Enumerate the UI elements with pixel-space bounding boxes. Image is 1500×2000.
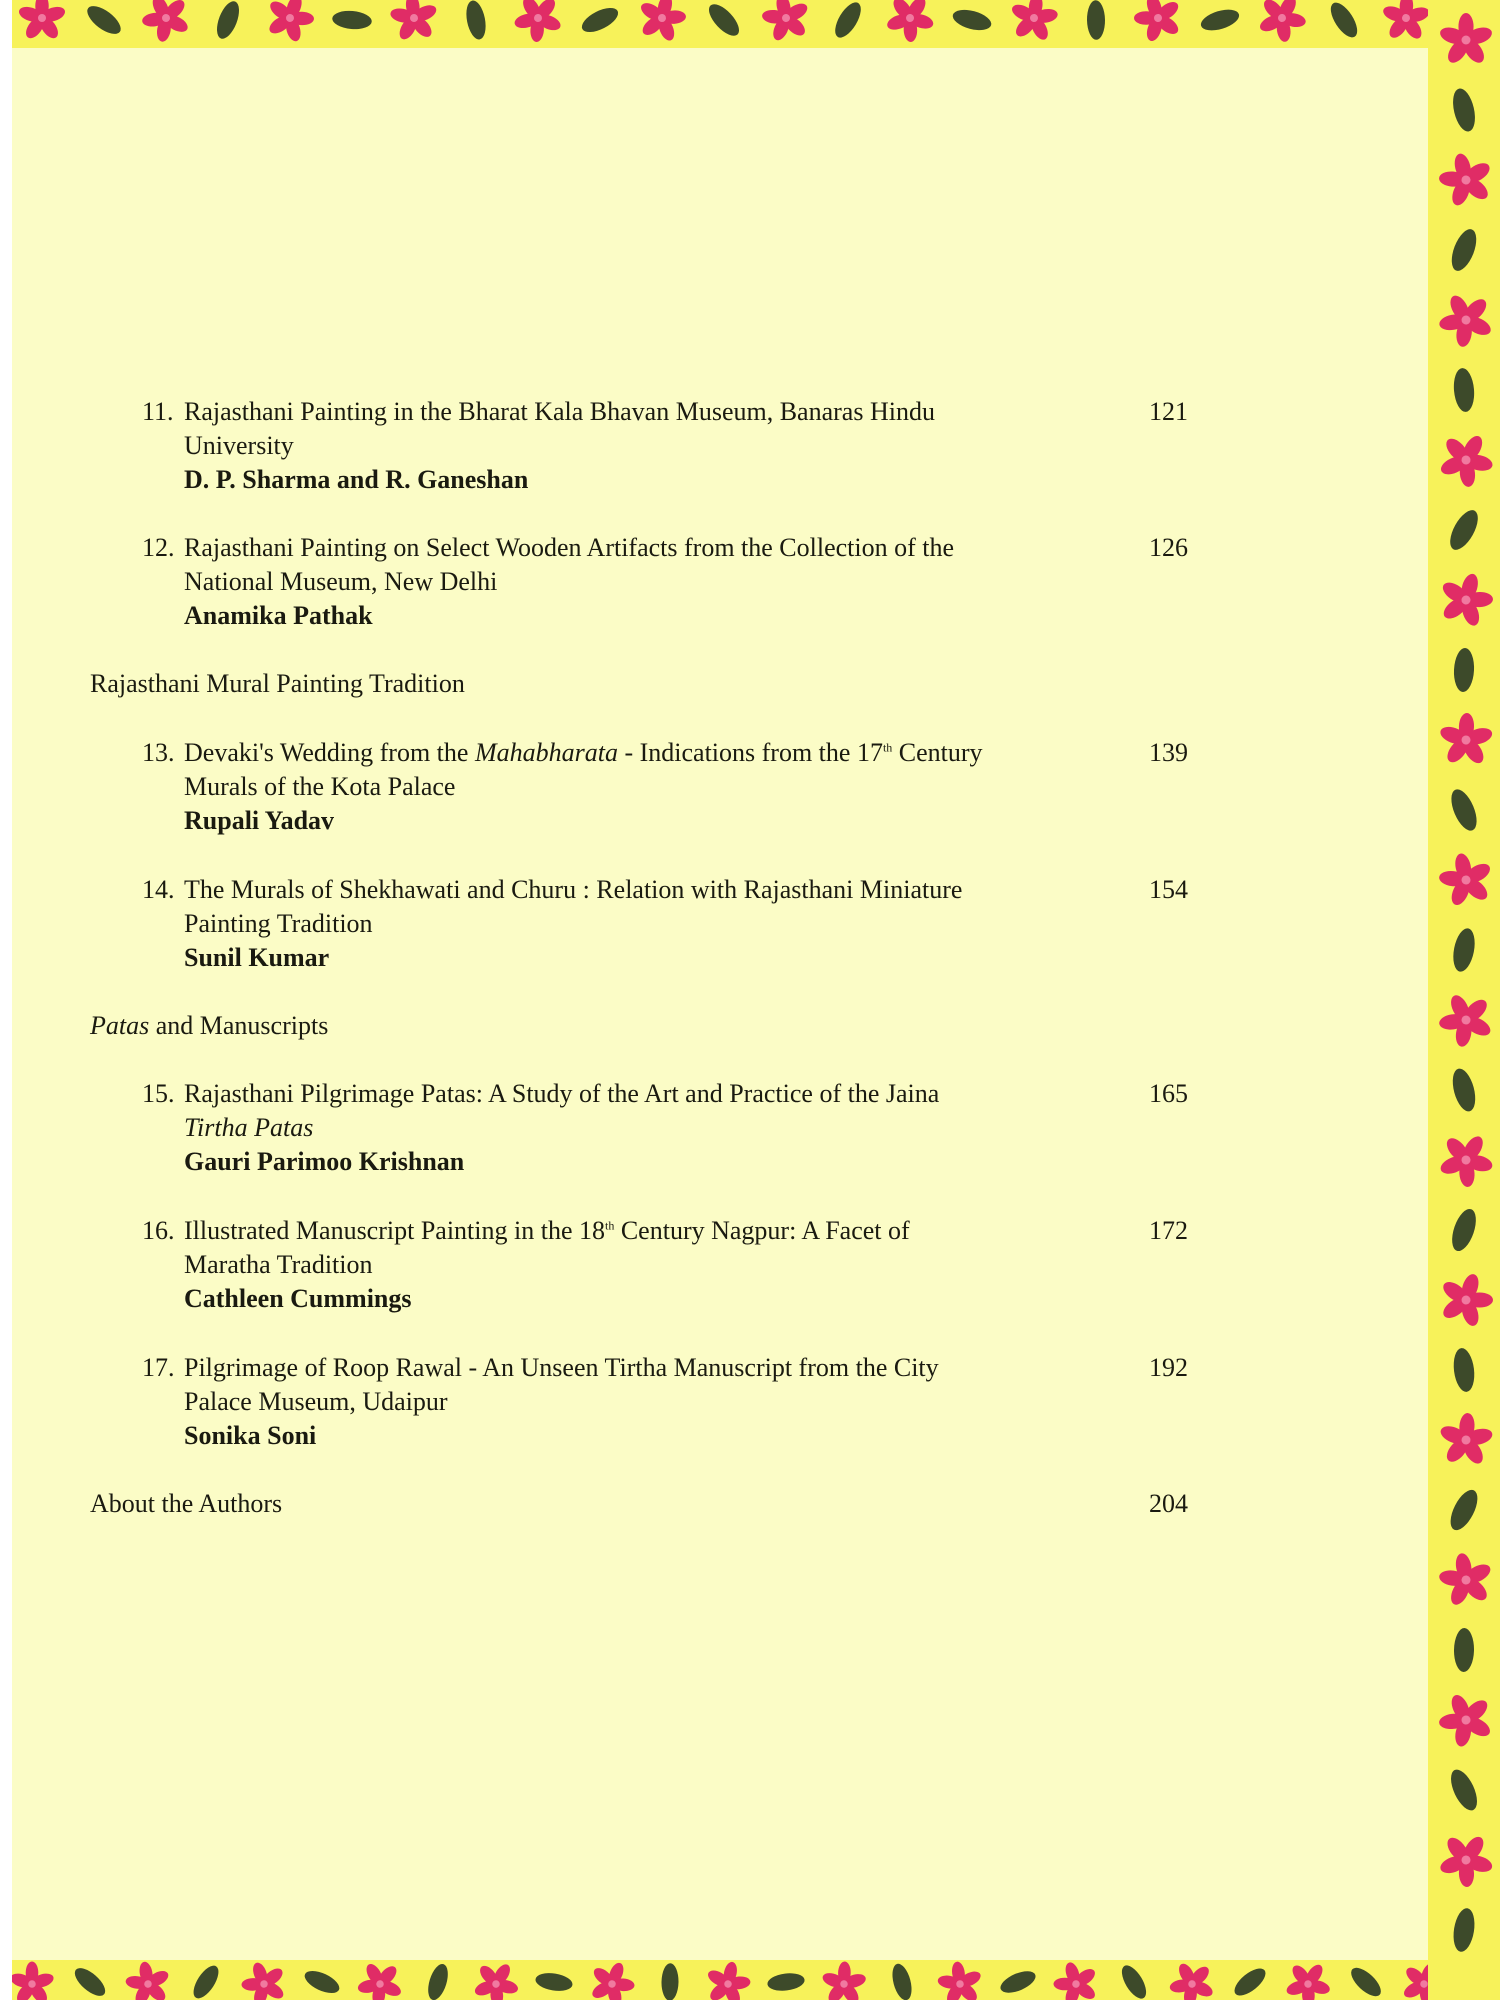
title-text: - Indications from the 17	[617, 738, 883, 767]
entry-page-number: 154	[1149, 875, 1188, 904]
ordinal-suffix: th	[605, 1218, 615, 1233]
title-text: Century Nagpur: A Facet of	[614, 1216, 910, 1245]
entry-number: 11.	[142, 397, 174, 426]
entry-page-number: 126	[1149, 533, 1188, 562]
entry-author: Rupali Yadav	[184, 806, 335, 835]
entry-title-line: National Museum, New Delhi	[184, 567, 498, 596]
entry-title-line: Maratha Tradition	[184, 1250, 373, 1279]
entry-title-line	[184, 736, 1114, 770]
entry-title-line: Painting Tradition	[184, 909, 373, 938]
entry-number: 16.	[142, 1216, 175, 1245]
entry-title-line	[184, 1214, 1114, 1248]
title-text: Devaki's Wedding from the	[184, 738, 475, 767]
entry-number: 15.	[142, 1079, 175, 1108]
entry-title	[184, 1077, 1114, 1145]
entry-title-line: Murals of the Kota Palace	[184, 772, 456, 801]
entry-page-number: 121	[1149, 397, 1188, 426]
entry-author: Sunil Kumar	[184, 943, 330, 972]
entry-page-number: 192	[1149, 1353, 1188, 1382]
entry-number: 17.	[142, 1353, 175, 1382]
entry-title-line: Rajasthani Painting on Select Wooden Artifacts from the Collection of the	[184, 533, 955, 562]
title-text: Century	[892, 738, 983, 767]
entry-author: Gauri Parimoo Krishnan	[184, 1147, 465, 1176]
entry-author: Sonika Soni	[184, 1421, 317, 1450]
entry-title	[184, 531, 1114, 599]
entry-title	[184, 1351, 1114, 1419]
entry-title	[184, 395, 1114, 463]
about-page-number: 204	[1149, 1489, 1188, 1518]
entry-title	[184, 1214, 1114, 1282]
entry-title-line	[184, 1111, 1114, 1145]
title-italic: Tirtha Patas	[184, 1113, 314, 1142]
entry-number: 13.	[142, 738, 175, 767]
entry-title	[184, 736, 1114, 804]
entry-page-number: 139	[1149, 738, 1188, 767]
entry-title-line: The Murals of Shekhawati and Churu : Relation with Rajasthani Miniature	[184, 875, 963, 904]
entry-title-line: Rajasthani Painting in the Bharat Kala Bhavan Museum, Banaras Hindu	[184, 397, 935, 426]
entry-title-line: Pilgrimage of Roop Rawal - An Unseen Tirtha Manuscript from the City	[184, 1353, 939, 1382]
entry-title-line: Palace Museum, Udaipur	[184, 1387, 448, 1416]
entry-page-number: 172	[1149, 1216, 1188, 1245]
entry-title-line: University	[184, 431, 294, 460]
entry-author: D. P. Sharma and R. Ganeshan	[184, 465, 529, 494]
entry-title-line: Rajasthani Pilgrimage Patas: A Study of the Art and Practice of the Jaina	[184, 1079, 940, 1108]
title-italic: Mahabharata	[474, 738, 618, 767]
section-italic: Patas	[90, 1011, 150, 1040]
entry-number: 14.	[142, 875, 175, 904]
section-heading-mural: Rajasthani Mural Painting Tradition	[90, 669, 465, 698]
about-the-authors: About the Authors	[90, 1489, 283, 1518]
entry-author: Cathleen Cummings	[184, 1284, 412, 1313]
ordinal-suffix: th	[882, 740, 893, 755]
section-text: and Manuscripts	[149, 1011, 329, 1040]
entry-page-number: 165	[1149, 1079, 1188, 1108]
entry-title	[184, 873, 1114, 941]
entry-author: Anamika Pathak	[184, 601, 373, 630]
section-heading-patas	[90, 1009, 328, 1043]
entry-number: 12.	[142, 533, 175, 562]
title-text: Illustrated Manuscript Painting in the 18	[184, 1216, 605, 1245]
